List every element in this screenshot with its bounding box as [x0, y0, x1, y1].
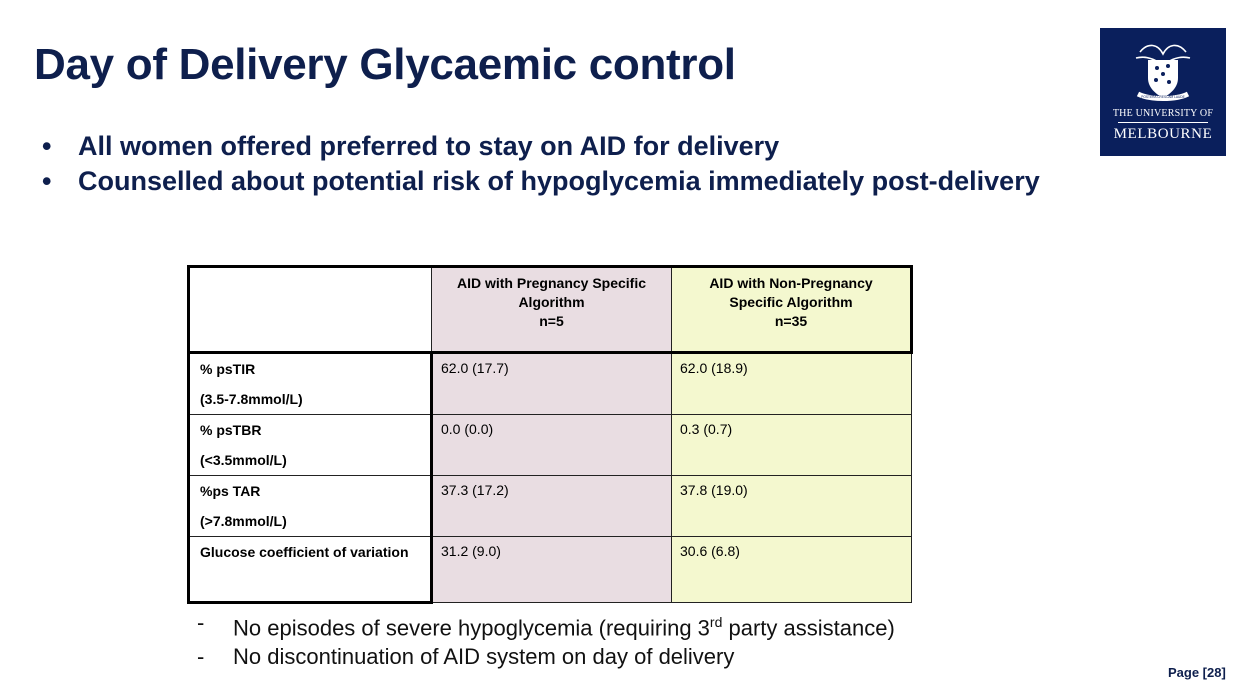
- bullet-item: [42, 130, 1042, 163]
- table-cell: [672, 537, 912, 603]
- header-non-pregnancy-specific: [672, 267, 912, 353]
- row-label: [189, 537, 432, 603]
- bullet-item: [42, 165, 1042, 198]
- table-header-row: [189, 267, 912, 353]
- table-cell: [672, 476, 912, 537]
- row-label-text: % psTIR: [200, 361, 256, 377]
- bullet-text: Counselled about potential risk of hypoglycemia immediately post-delivery: [78, 166, 1040, 196]
- header-line: n=35: [774, 313, 808, 329]
- cell-value: 62.0 (17.7): [441, 360, 509, 376]
- cell-value: 37.8 (19.0): [680, 482, 748, 498]
- header-line: Specific Algorithm: [729, 294, 853, 310]
- note-text-end: party assistance): [722, 615, 895, 641]
- page-number: Page [28]: [1168, 665, 1226, 680]
- note-text: No episodes of severe hypoglycemia (requiring 3: [233, 615, 710, 641]
- university-logo: [1100, 28, 1226, 156]
- cell-value: 0.3 (0.7): [680, 421, 733, 437]
- cell-value: 0.0 (0.0): [441, 421, 494, 437]
- row-label-text: %ps TAR: [200, 483, 261, 499]
- table-cell: [672, 353, 912, 415]
- row-label: [189, 353, 432, 415]
- header-pregnancy-specific: [432, 267, 672, 353]
- header-line: n=5: [539, 313, 564, 329]
- row-label-text: % psTBR: [200, 422, 262, 438]
- slide-title: Day of Delivery Glycaemic control: [34, 40, 736, 89]
- table-cell: [432, 537, 672, 603]
- cell-value: 37.3 (17.2): [441, 482, 509, 498]
- row-label-sub: (3.5-7.8mmol/L): [200, 391, 303, 407]
- table-cell: [432, 353, 672, 415]
- table-row: [189, 537, 912, 603]
- glycaemic-table: [187, 265, 913, 604]
- note-dash: -: [197, 644, 205, 670]
- table-row: [189, 353, 912, 415]
- cell-value: 31.2 (9.0): [441, 543, 501, 559]
- header-line: AID with Non-Pregnancy: [709, 275, 873, 291]
- svg-text:POSTERA CRESCAM LAUDE: POSTERA CRESCAM LAUDE: [1141, 95, 1185, 99]
- header-line: AID with Pregnancy Specific: [456, 275, 647, 291]
- logo-line-1: THE UNIVERSITY OF: [1112, 108, 1214, 119]
- note-item: [197, 642, 895, 671]
- row-label-sub: (<3.5mmol/L): [200, 452, 287, 468]
- logo-divider: [1118, 122, 1208, 123]
- bullet-dot: •: [42, 131, 52, 161]
- logo-line-2: MELBOURNE: [1113, 126, 1213, 142]
- bullet-list: [42, 130, 1042, 200]
- bullet-text: All women offered preferred to stay on AID for delivery: [78, 131, 780, 161]
- table-row: [189, 415, 912, 476]
- cell-value: 62.0 (18.9): [680, 360, 748, 376]
- row-label-sub: (>7.8mmol/L): [200, 513, 287, 529]
- table-row: [189, 476, 912, 537]
- row-label: [189, 476, 432, 537]
- row-label-text: Glucose coefficient of variation: [200, 544, 409, 560]
- row-label: [189, 415, 432, 476]
- university-crest-icon: [1130, 38, 1196, 104]
- note-dash: -: [197, 610, 205, 635]
- table-cell: [432, 415, 672, 476]
- header-empty: [189, 267, 432, 353]
- table-cell: [432, 476, 672, 537]
- note-item: [197, 608, 895, 642]
- bullet-dot: •: [42, 166, 52, 196]
- note-text: No discontinuation of AID system on day of delivery: [233, 644, 735, 670]
- cell-value: 30.6 (6.8): [680, 543, 740, 559]
- note-superscript: rd: [709, 614, 723, 630]
- notes-list: [197, 608, 895, 671]
- header-line: Algorithm: [518, 294, 585, 310]
- table-cell: [672, 415, 912, 476]
